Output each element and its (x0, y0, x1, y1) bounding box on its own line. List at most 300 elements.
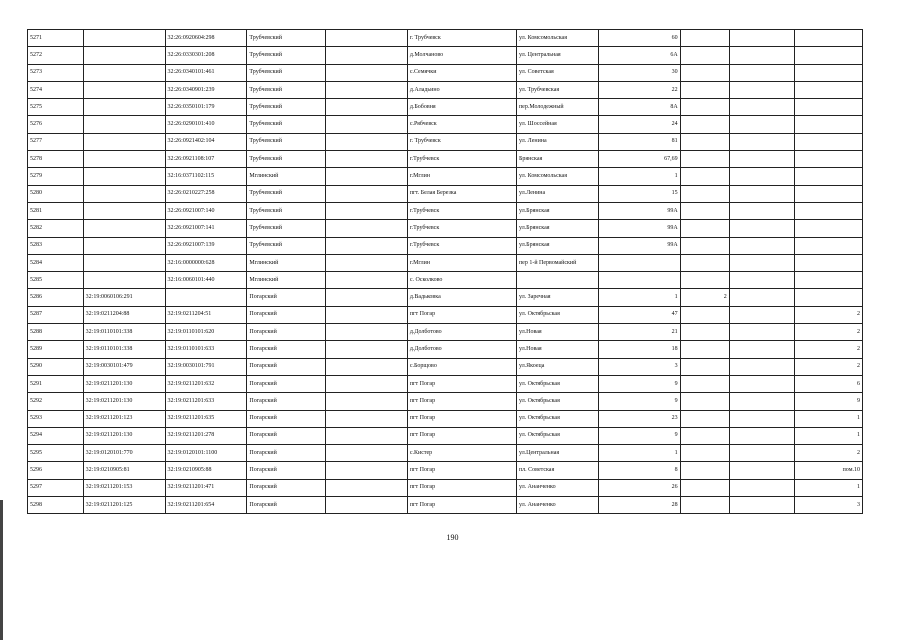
empty-cell (325, 341, 407, 358)
table-row (28, 30, 863, 47)
extra-cell (680, 81, 729, 98)
scan-edge (0, 500, 3, 640)
street-cell: ул. Ананченко (516, 479, 598, 496)
region-cell: Погарский (247, 393, 326, 410)
extra-cell (680, 445, 729, 462)
locality-cell: пгт. Белая Березка (407, 185, 516, 202)
empty-cell (325, 116, 407, 133)
region-cell: Погарский (247, 341, 326, 358)
apartment-cell: 2 (795, 306, 863, 323)
row-number-cell: 5273 (28, 64, 84, 81)
cadastral-number-2-cell: 32:19:0210905:88 (165, 462, 247, 479)
house-number-cell: 30 (598, 64, 680, 81)
table-row (28, 410, 863, 427)
street-cell: ул. Комсомольская (516, 168, 598, 185)
extra-cell (680, 341, 729, 358)
locality-cell: д.Аладьино (407, 81, 516, 98)
table-row (28, 375, 863, 392)
region-cell: Трубчевский (247, 99, 326, 116)
row-number-cell: 5284 (28, 254, 84, 271)
row-number-cell: 5292 (28, 393, 84, 410)
empty-cell (729, 479, 794, 496)
region-cell: Трубчевский (247, 116, 326, 133)
cadastral-number-cell (83, 220, 165, 237)
row-number-cell: 5271 (28, 30, 84, 47)
empty-cell (325, 324, 407, 341)
street-cell: ул. Октябрьская (516, 410, 598, 427)
empty-cell (325, 99, 407, 116)
empty-cell (325, 479, 407, 496)
empty-cell (729, 289, 794, 306)
cadastral-number-cell: 32:19:0211201:130 (83, 375, 165, 392)
table-row (28, 445, 863, 462)
table-row (28, 427, 863, 444)
street-cell: ул. Ананченко (516, 497, 598, 514)
extra-cell: 2 (680, 289, 729, 306)
house-number-cell: 67,69 (598, 151, 680, 168)
cadastral-number-2-cell: 32:26:0921108:107 (165, 151, 247, 168)
row-number-cell: 5285 (28, 272, 84, 289)
house-number-cell: 22 (598, 81, 680, 98)
apartment-cell (795, 151, 863, 168)
region-cell: Погарский (247, 427, 326, 444)
row-number-cell: 5282 (28, 220, 84, 237)
cadastral-number-2-cell: 32:26:0330301:208 (165, 47, 247, 64)
cadastral-number-cell (83, 64, 165, 81)
row-number-cell: 5298 (28, 497, 84, 514)
locality-cell: д.Молчаново (407, 47, 516, 64)
region-cell: Трубчевский (247, 202, 326, 219)
extra-cell (680, 479, 729, 496)
cadastral-number-cell (83, 254, 165, 271)
apartment-cell: 2 (795, 358, 863, 375)
cadastral-number-cell (83, 185, 165, 202)
apartment-cell (795, 99, 863, 116)
empty-cell (325, 254, 407, 271)
cadastral-number-cell (83, 116, 165, 133)
region-cell: Трубчевский (247, 220, 326, 237)
empty-cell (729, 445, 794, 462)
empty-cell (729, 237, 794, 254)
cadastral-number-2-cell: 32:19:0211201:633 (165, 393, 247, 410)
empty-cell (729, 462, 794, 479)
apartment-cell: 1 (795, 410, 863, 427)
table-row (28, 324, 863, 341)
row-number-cell: 5296 (28, 462, 84, 479)
street-cell: Брянская (516, 151, 598, 168)
empty-cell (325, 497, 407, 514)
street-cell: ул. Трубчевская (516, 81, 598, 98)
cadastral-number-2-cell: 32:19:0030101:791 (165, 358, 247, 375)
row-number-cell: 5283 (28, 237, 84, 254)
locality-cell: д.Бобовня (407, 99, 516, 116)
cadastral-number-2-cell: 32:16:0060101:440 (165, 272, 247, 289)
table-row (28, 497, 863, 514)
table-row (28, 168, 863, 185)
locality-cell: г.Трубчевск (407, 202, 516, 219)
cadastral-number-cell: 32:19:0211201:153 (83, 479, 165, 496)
apartment-cell (795, 254, 863, 271)
cadastral-number-2-cell: 32:19:0110101:620 (165, 324, 247, 341)
house-number-cell: 9 (598, 393, 680, 410)
apartment-cell (795, 133, 863, 150)
empty-cell (325, 220, 407, 237)
table-body (28, 30, 863, 514)
row-number-cell: 5272 (28, 47, 84, 64)
house-number-cell: 81 (598, 133, 680, 150)
table-row (28, 116, 863, 133)
row-number-cell: 5279 (28, 168, 84, 185)
apartment-cell (795, 289, 863, 306)
street-cell: ул. Центральная (516, 47, 598, 64)
row-number-cell: 5289 (28, 341, 84, 358)
table-row (28, 306, 863, 323)
cadastral-number-2-cell: 32:19:0211201:654 (165, 497, 247, 514)
house-number-cell: 1 (598, 445, 680, 462)
extra-cell (680, 254, 729, 271)
row-number-cell: 5281 (28, 202, 84, 219)
table-row (28, 393, 863, 410)
locality-cell: д.Долботово (407, 341, 516, 358)
street-cell: ул. Октябрьская (516, 393, 598, 410)
empty-cell (325, 185, 407, 202)
empty-cell (729, 81, 794, 98)
row-number-cell: 5278 (28, 151, 84, 168)
empty-cell (325, 358, 407, 375)
row-number-cell: 5280 (28, 185, 84, 202)
row-number-cell: 5287 (28, 306, 84, 323)
region-cell: Погарский (247, 306, 326, 323)
locality-cell: г.Мглин (407, 168, 516, 185)
empty-cell (729, 64, 794, 81)
locality-cell: пгт Погар (407, 427, 516, 444)
street-cell: ул.Брянская (516, 202, 598, 219)
region-cell: Погарский (247, 289, 326, 306)
empty-cell (325, 306, 407, 323)
apartment-cell (795, 64, 863, 81)
region-cell: Погарский (247, 497, 326, 514)
house-number-cell: 18 (598, 341, 680, 358)
cadastral-number-2-cell: 32:26:0921007:140 (165, 202, 247, 219)
house-number-cell: 23 (598, 410, 680, 427)
empty-cell (325, 237, 407, 254)
apartment-cell: 2 (795, 324, 863, 341)
region-cell: Трубчевский (247, 30, 326, 47)
row-number-cell: 5274 (28, 81, 84, 98)
empty-cell (729, 375, 794, 392)
cadastral-number-2-cell: 32:19:0120101:1100 (165, 445, 247, 462)
cadastral-number-2-cell: 32:26:0920604:298 (165, 30, 247, 47)
apartment-cell (795, 272, 863, 289)
street-cell: ул.Новая (516, 341, 598, 358)
table-row (28, 151, 863, 168)
region-cell: Трубчевский (247, 185, 326, 202)
empty-cell (325, 133, 407, 150)
house-number-cell: 8А (598, 99, 680, 116)
cadastral-number-2-cell: 32:16:0000000:628 (165, 254, 247, 271)
cadastral-number-2-cell: 32:16:0371102:115 (165, 168, 247, 185)
locality-cell: г.Трубчевск (407, 151, 516, 168)
house-number-cell: 9 (598, 375, 680, 392)
extra-cell (680, 375, 729, 392)
empty-cell (729, 272, 794, 289)
extra-cell (680, 64, 729, 81)
table-row (28, 185, 863, 202)
extra-cell (680, 30, 729, 47)
region-cell: Погарский (247, 410, 326, 427)
cadastral-number-2-cell: 32:19:0211201:635 (165, 410, 247, 427)
extra-cell (680, 410, 729, 427)
street-cell: ул. Шоссейная (516, 116, 598, 133)
extra-cell (680, 220, 729, 237)
row-number-cell: 5297 (28, 479, 84, 496)
extra-cell (680, 47, 729, 64)
apartment-cell (795, 47, 863, 64)
table-row (28, 133, 863, 150)
cadastral-number-cell (83, 272, 165, 289)
cadastral-number-cell: 32:19:0030101:479 (83, 358, 165, 375)
empty-cell (325, 445, 407, 462)
empty-cell (325, 202, 407, 219)
empty-cell (729, 324, 794, 341)
cadastral-number-2-cell: 32:19:0211204:51 (165, 306, 247, 323)
extra-cell (680, 427, 729, 444)
street-cell: ул.Новая (516, 324, 598, 341)
apartment-cell: 1 (795, 427, 863, 444)
empty-cell (325, 47, 407, 64)
empty-cell (325, 272, 407, 289)
empty-cell (729, 306, 794, 323)
region-cell: Погарский (247, 375, 326, 392)
locality-cell: с. Осколково (407, 272, 516, 289)
table-row (28, 47, 863, 64)
empty-cell (325, 375, 407, 392)
street-cell: ул.Ленина (516, 185, 598, 202)
cadastral-number-2-cell (165, 289, 247, 306)
cadastral-number-2-cell: 32:26:0921007:141 (165, 220, 247, 237)
house-number-cell: 99А (598, 220, 680, 237)
locality-cell: с.Борщово (407, 358, 516, 375)
house-number-cell: 15 (598, 185, 680, 202)
house-number-cell: 9 (598, 427, 680, 444)
street-cell: ул. Октябрьская (516, 306, 598, 323)
empty-cell (325, 64, 407, 81)
empty-cell (729, 497, 794, 514)
extra-cell (680, 99, 729, 116)
apartment-cell (795, 116, 863, 133)
extra-cell (680, 324, 729, 341)
house-number-cell: 6А (598, 47, 680, 64)
house-number-cell: 24 (598, 116, 680, 133)
extra-cell (680, 272, 729, 289)
apartment-cell (795, 185, 863, 202)
row-number-cell: 5275 (28, 99, 84, 116)
region-cell: Погарский (247, 445, 326, 462)
cadastral-number-cell (83, 81, 165, 98)
region-cell: Погарский (247, 462, 326, 479)
row-number-cell: 5293 (28, 410, 84, 427)
cadastral-number-cell (83, 99, 165, 116)
house-number-cell: 26 (598, 479, 680, 496)
apartment-cell: 6 (795, 375, 863, 392)
empty-cell (325, 289, 407, 306)
empty-cell (325, 462, 407, 479)
row-number-cell: 5290 (28, 358, 84, 375)
house-number-cell: 60 (598, 30, 680, 47)
table-row (28, 99, 863, 116)
row-number-cell: 5277 (28, 133, 84, 150)
region-cell: Трубчевский (247, 64, 326, 81)
locality-cell: г.Мглин (407, 254, 516, 271)
street-cell: ул.Якоеца (516, 358, 598, 375)
locality-cell: с.Кистер (407, 445, 516, 462)
row-number-cell: 5276 (28, 116, 84, 133)
extra-cell (680, 358, 729, 375)
empty-cell (729, 341, 794, 358)
street-cell: ул. Ленина (516, 133, 598, 150)
locality-cell: г. Трубчевск (407, 30, 516, 47)
locality-cell: пгт Погар (407, 497, 516, 514)
extra-cell (680, 306, 729, 323)
house-number-cell: 99А (598, 237, 680, 254)
extra-cell (680, 168, 729, 185)
extra-cell (680, 462, 729, 479)
cadastral-number-cell: 32:19:0211201:125 (83, 497, 165, 514)
street-cell: ул.Брянская (516, 220, 598, 237)
apartment-cell (795, 168, 863, 185)
extra-cell (680, 393, 729, 410)
cadastral-number-cell: 32:19:0211201:123 (83, 410, 165, 427)
table-row (28, 220, 863, 237)
apartment-cell: 2 (795, 445, 863, 462)
empty-cell (325, 30, 407, 47)
empty-cell (729, 116, 794, 133)
cadastral-number-cell (83, 202, 165, 219)
region-cell: Трубчевский (247, 237, 326, 254)
empty-cell (729, 168, 794, 185)
locality-cell: д.Вадьковка (407, 289, 516, 306)
apartment-cell (795, 81, 863, 98)
cadastral-number-cell: 32:19:0210905:81 (83, 462, 165, 479)
cadastral-number-2-cell: 32:19:0211201:471 (165, 479, 247, 496)
region-cell: Трубчевский (247, 81, 326, 98)
empty-cell (729, 427, 794, 444)
table-row (28, 272, 863, 289)
cadastral-number-cell: 32:19:0110101:338 (83, 341, 165, 358)
region-cell: Погарский (247, 324, 326, 341)
street-cell: пер.Молодежный (516, 99, 598, 116)
cadastral-number-2-cell: 32:26:0921007:139 (165, 237, 247, 254)
apartment-cell (795, 220, 863, 237)
region-cell: Мглинский (247, 272, 326, 289)
table-row (28, 479, 863, 496)
apartment-cell (795, 202, 863, 219)
apartment-cell (795, 237, 863, 254)
row-number-cell: 5291 (28, 375, 84, 392)
table-row (28, 237, 863, 254)
extra-cell (680, 116, 729, 133)
locality-cell: г. Трубчевск (407, 133, 516, 150)
empty-cell (729, 358, 794, 375)
cadastral-number-cell (83, 47, 165, 64)
table-row (28, 289, 863, 306)
extra-cell (680, 497, 729, 514)
locality-cell: с.Рябчевск (407, 116, 516, 133)
locality-cell: д.Долботово (407, 324, 516, 341)
locality-cell: пгт Погар (407, 393, 516, 410)
house-number-cell: 99А (598, 202, 680, 219)
empty-cell (729, 254, 794, 271)
table-row (28, 341, 863, 358)
locality-cell: г.Трубчевск (407, 220, 516, 237)
street-cell: пл. Советская (516, 462, 598, 479)
locality-cell: пгт Погар (407, 306, 516, 323)
row-number-cell: 5295 (28, 445, 84, 462)
cadastral-number-cell (83, 30, 165, 47)
house-number-cell: 28 (598, 497, 680, 514)
empty-cell (325, 393, 407, 410)
cadastral-number-cell (83, 151, 165, 168)
empty-cell (729, 393, 794, 410)
empty-cell (729, 410, 794, 427)
table-row (28, 254, 863, 271)
region-cell: Трубчевский (247, 47, 326, 64)
cadastral-number-cell (83, 168, 165, 185)
locality-cell: пгт Погар (407, 375, 516, 392)
empty-cell (729, 99, 794, 116)
street-cell: ул. Комсомольская (516, 30, 598, 47)
apartment-cell: 3 (795, 497, 863, 514)
street-cell: ул.Брянская (516, 237, 598, 254)
house-number-cell: 8 (598, 462, 680, 479)
table-row (28, 64, 863, 81)
region-cell: Трубчевский (247, 133, 326, 150)
apartment-cell: 9 (795, 393, 863, 410)
empty-cell (325, 151, 407, 168)
locality-cell: пгт Погар (407, 462, 516, 479)
apartment-cell: 1 (795, 479, 863, 496)
cadastral-number-2-cell: 32:26:0921402:104 (165, 133, 247, 150)
house-number-cell: 1 (598, 289, 680, 306)
empty-cell (729, 202, 794, 219)
extra-cell (680, 133, 729, 150)
house-number-cell (598, 272, 680, 289)
cadastral-number-2-cell: 32:26:0210227:258 (165, 185, 247, 202)
empty-cell (325, 410, 407, 427)
empty-cell (729, 47, 794, 64)
cadastral-number-2-cell: 32:26:0340101:461 (165, 64, 247, 81)
table-row (28, 202, 863, 219)
page-number: 190 (446, 533, 459, 542)
empty-cell (729, 133, 794, 150)
apartment-cell: пом.10 (795, 462, 863, 479)
cadastral-number-2-cell: 32:26:0290101:410 (165, 116, 247, 133)
street-cell: ул. Заречная (516, 289, 598, 306)
street-cell: ул. Октябрьская (516, 427, 598, 444)
table-row (28, 81, 863, 98)
street-cell: ул.Центральная (516, 445, 598, 462)
cadastral-number-2-cell: 32:19:0110101:633 (165, 341, 247, 358)
street-cell: пер 1-й Первомайский (516, 254, 598, 271)
cadastral-number-2-cell: 32:26:0340901:239 (165, 81, 247, 98)
table-row (28, 358, 863, 375)
apartment-cell (795, 30, 863, 47)
house-number-cell: 3 (598, 358, 680, 375)
table-row (28, 462, 863, 479)
region-cell: Мглинский (247, 254, 326, 271)
locality-cell: пгт Погар (407, 479, 516, 496)
locality-cell: г.Трубчевск (407, 237, 516, 254)
